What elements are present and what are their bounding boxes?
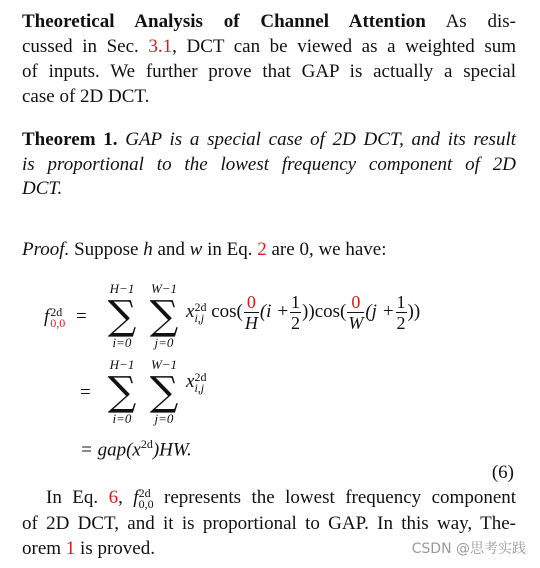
para2-line2: of 2D DCT, and it is proportional to GAP. In this way, The- xyxy=(22,513,516,534)
sum-j-1: W−1 ∑ j=0 xyxy=(149,281,179,350)
theorem-line1: Theorem 1. GAP is a special case of 2D DCT, and its result xyxy=(22,129,517,150)
para1-line3: of inputs. We further prove that GAP is actually a special xyxy=(22,61,516,82)
proof-label: Proof. xyxy=(22,239,70,260)
equation-ref-link[interactable]: 2 xyxy=(257,239,267,260)
para1-line2: cussed in Sec. 3.1, DCT can be viewed as a weighted sum xyxy=(22,36,516,57)
para1-line4: case of 2D DCT. xyxy=(22,86,150,107)
eq-lhs: f 2d 0,0 = xyxy=(44,304,87,330)
theorem-label: Theorem 1. xyxy=(22,129,118,150)
half-frac-2: $\frac{1}{2}$ xyxy=(396,292,406,333)
para2-line1: In Eq. 6, f 2d 0,0 represents the lowest frequency component xyxy=(46,485,517,511)
half-frac-1: $\frac{1}{2}$ xyxy=(291,292,301,333)
theorem-line2: is proportional to the lowest frequency component of 2D xyxy=(22,154,516,175)
proof-line: Proof. Suppose h and w in Eq. 2 are 0, we have: xyxy=(22,239,387,260)
freq-frac-w: $\frac{0}{W}$ xyxy=(348,292,364,333)
theorem-line3: DCT. xyxy=(22,178,63,199)
eq-line2-summand: x 2d i,j xyxy=(186,369,207,395)
sum-j-2: W−1 ∑ j=0 xyxy=(149,357,179,426)
freq-frac-h: $\frac{0}{H}$ xyxy=(244,292,258,333)
theorem-ref-link[interactable]: 1 xyxy=(65,538,76,559)
section-heading: Theoretical Analysis of Channel Attention xyxy=(22,11,426,32)
section-ref-link[interactable]: 3.1 xyxy=(148,36,173,57)
sum-i-2: H−1 ∑ i=0 xyxy=(107,357,137,426)
para1-line1: Theoretical Analysis of Channel Attention As dis- xyxy=(22,11,517,32)
sum-i-1: H−1 ∑ i=0 xyxy=(107,281,137,350)
equation6-ref-link[interactable]: 6 xyxy=(108,487,119,508)
para2-line3: orem 1 is proved. xyxy=(22,538,155,559)
eq-line3: = $gap(x^{2d})HW$. xyxy=(80,437,192,461)
eq-summand: x 2d i,j cos( $\frac{0}{H}$ (i + $\frac{1}{2}$ ))cos( $\frac{0}{W}$ (j + $\frac{1}{2}$ )) xyxy=(186,292,421,333)
eq-line2-equals: = xyxy=(80,382,91,403)
csdn-watermark: CSDN @思考实践 xyxy=(411,541,526,557)
equation-number: (6) xyxy=(491,462,514,483)
